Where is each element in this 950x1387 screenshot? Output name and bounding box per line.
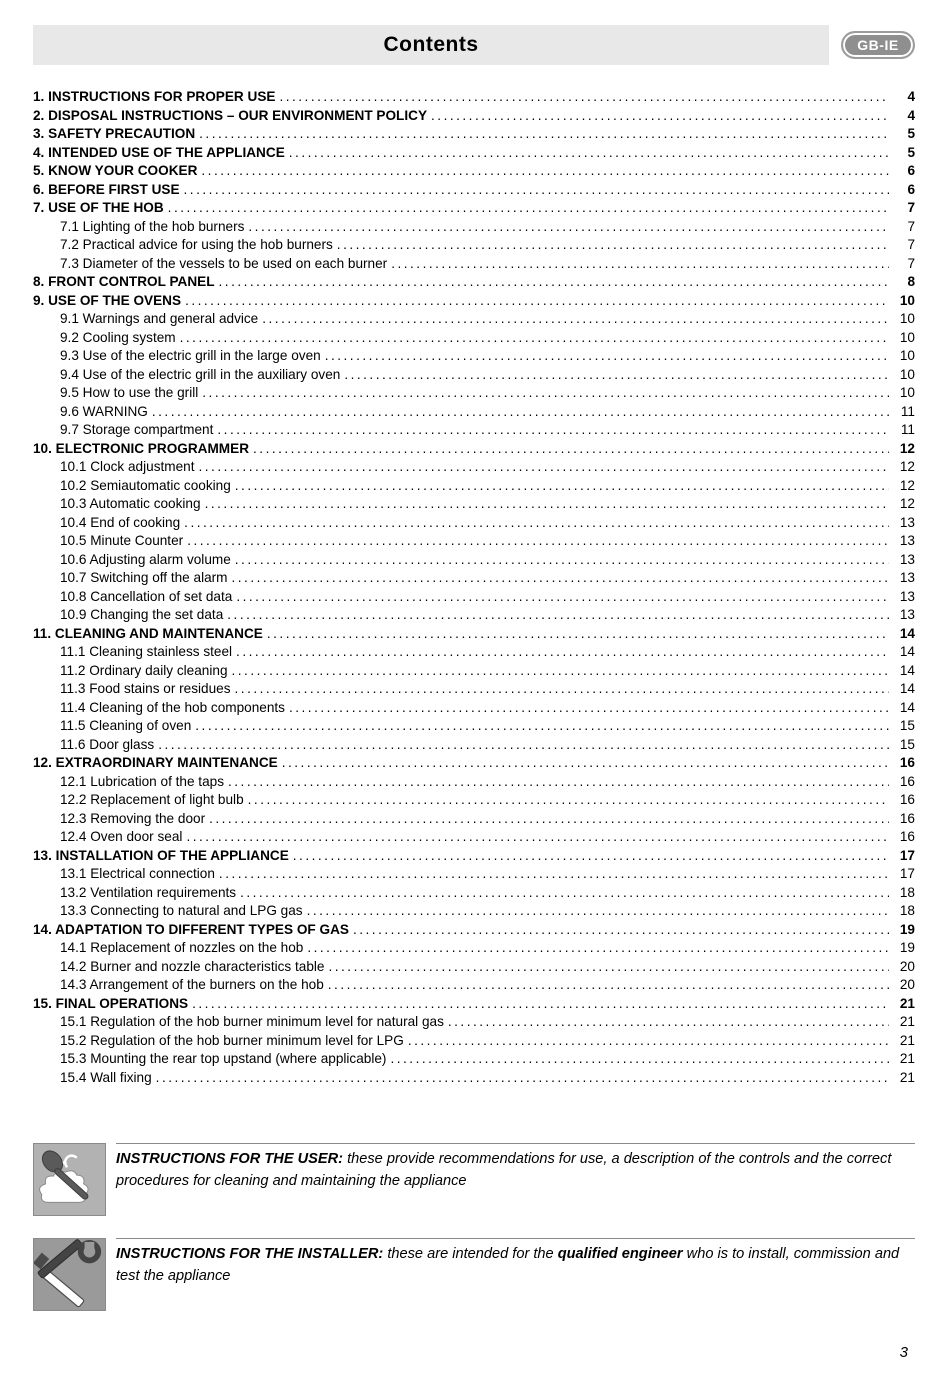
toc-entry-page: 12	[899, 459, 915, 474]
toc-dot-leader	[236, 643, 889, 662]
toc-entry-label: 9. USE OF THE OVENS	[33, 292, 182, 308]
toc-dot-leader	[248, 218, 889, 237]
toc-entry	[33, 347, 915, 366]
toc-dot-leader	[337, 236, 889, 255]
toc-entry-page: 7	[907, 255, 915, 271]
toc-entry	[33, 1013, 915, 1032]
toc-entry-label: 14.1 Replacement of nozzles on the hob	[60, 940, 304, 955]
toc-entry	[33, 662, 915, 681]
toc-dot-leader	[307, 939, 889, 958]
toc-entry-label: 15. FINAL OPERATIONS	[33, 995, 189, 1011]
toc-entry-label: 12.1 Lubrication of the taps	[60, 773, 224, 789]
toc-entry-page: 6	[907, 163, 915, 178]
toc-entry-label: 14. ADAPTATION TO DIFFERENT TYPES OF GAS	[33, 921, 349, 937]
toc-entry-page: 13	[899, 607, 915, 622]
toc-entry	[33, 458, 915, 477]
toc-dot-leader	[282, 754, 889, 773]
toc-entry-page: 10	[899, 366, 915, 382]
toc-entry-label: 15.4 Wall fixing	[60, 1069, 152, 1085]
toc-dot-leader	[180, 329, 889, 348]
toc-entry-page: 4	[907, 89, 915, 104]
toc-dot-leader	[217, 421, 889, 440]
toc-entry	[33, 440, 915, 459]
toc-entry	[33, 421, 915, 440]
toc-dot-leader	[325, 347, 889, 366]
toc-entry	[33, 625, 915, 644]
user-instructions-note	[33, 1143, 915, 1216]
toc-entry	[33, 532, 915, 551]
toc-entry-page: 21	[899, 1051, 915, 1066]
toc-dot-leader	[289, 144, 889, 163]
toc-entry-label: 13. INSTALLATION OF THE APPLIANCE	[33, 847, 289, 863]
toc-entry-page: 21	[899, 1014, 915, 1029]
toc-entry	[33, 680, 915, 699]
toc-entry-label: 2. DISPOSAL INSTRUCTIONS – OUR ENVIRONMENT POLICY	[33, 107, 428, 123]
toc-dot-leader	[199, 125, 889, 144]
tools-icon	[33, 1238, 106, 1311]
toc-dot-leader	[431, 107, 889, 126]
language-badge: GB-IE	[841, 31, 915, 59]
note-text-segment: INSTRUCTIONS FOR THE USER:	[116, 1151, 344, 1167]
toc-dot-leader	[448, 1013, 889, 1032]
page-title-bar	[33, 25, 829, 65]
note-text-segment: these provide recommendations for use, a description of the controls and the correct procedures for cleaning and maintaining the appliance	[116, 1151, 892, 1189]
toc-dot-leader	[184, 181, 889, 200]
toc-entry	[33, 791, 915, 810]
toc-entry-label: 10.8 Cancellation of set data	[60, 588, 233, 604]
toc-entry-page: 10	[899, 385, 915, 400]
toc-dot-leader	[186, 828, 889, 847]
toc-entry-page: 16	[899, 829, 915, 844]
toc-entry	[33, 273, 915, 292]
toc-entry-label: 10. ELECTRONIC PROGRAMMER	[33, 440, 250, 456]
toc-dot-leader	[219, 865, 889, 884]
toc-dot-leader	[168, 199, 889, 218]
toc-entry-label: 10.6 Adjusting alarm volume	[60, 551, 231, 567]
toc-dot-leader	[236, 588, 889, 607]
toc-dot-leader	[390, 1050, 889, 1069]
toc-entry-page: 11	[900, 422, 915, 437]
toc-entry-page: 12	[899, 477, 915, 493]
toc-entry	[33, 847, 915, 866]
toc-entry-label: 7.1 Lighting of the hob burners	[60, 218, 245, 234]
toc-dot-leader	[240, 884, 889, 903]
toc-dot-leader	[289, 699, 889, 718]
toc-entry-label: 14.2 Burner and nozzle characteristics table	[60, 958, 325, 974]
toc-dot-leader	[408, 1032, 889, 1051]
toc-entry-page: 7	[907, 218, 915, 234]
toc-dot-leader	[307, 902, 889, 921]
toc-entry-label: 9.2 Cooling system	[60, 329, 176, 345]
toc-entry	[33, 310, 915, 329]
toc-entry-label: 15.2 Regulation of the hob burner minimum level for LPG	[60, 1032, 404, 1048]
toc-entry	[33, 810, 915, 829]
toc-dot-leader	[328, 976, 889, 995]
toc-entry-label: 12.3 Removing the door	[60, 810, 206, 826]
toc-entry	[33, 366, 915, 385]
toc-dot-leader	[199, 458, 890, 477]
toc-dot-leader	[187, 532, 889, 551]
toc-entry	[33, 939, 915, 958]
toc-entry-label: 9.6 WARNING	[60, 403, 148, 419]
toc-entry-label: 7.3 Diameter of the vessels to be used on each burner	[60, 255, 388, 271]
toc-entry-page: 12	[899, 496, 915, 511]
toc-entry	[33, 477, 915, 496]
toc-entry-label: 5. KNOW YOUR COOKER	[33, 163, 198, 178]
note-text	[116, 1238, 915, 1287]
toc-entry-label: 15.3 Mounting the rear top upstand (where applicable)	[60, 1051, 387, 1066]
note-text	[116, 1143, 915, 1192]
toc-entry-page: 21	[899, 1069, 915, 1085]
toc-entry-label: 4. INTENDED USE OF THE APPLIANCE	[33, 144, 285, 160]
toc-entry	[33, 292, 915, 311]
toc-entry	[33, 255, 915, 274]
toc-entry	[33, 736, 915, 755]
toc-entry-page: 17	[899, 847, 915, 863]
toc-entry-label: 10.3 Automatic cooking	[60, 496, 201, 511]
toc-entry	[33, 754, 915, 773]
toc-entry-label: 11.5 Cleaning of oven	[60, 718, 192, 733]
toc-dot-leader	[152, 403, 889, 422]
toc-dot-leader	[235, 477, 889, 496]
toc-entry	[33, 144, 915, 163]
toc-entry-label: 10.7 Switching off the alarm	[60, 570, 228, 585]
toc-entry-page: 10	[899, 292, 915, 308]
toc-entry-page: 13	[899, 570, 915, 585]
toc-entry-page: 16	[899, 810, 915, 826]
toc-entry-label: 9.3 Use of the electric grill in the large oven	[60, 348, 321, 363]
toc-entry	[33, 162, 915, 181]
toc-entry	[33, 865, 915, 884]
toc-entry-label: 11.1 Cleaning stainless steel	[60, 644, 233, 659]
toc-entry-label: 12. EXTRAORDINARY MAINTENANCE	[33, 755, 278, 770]
toc-entry-page: 14	[899, 699, 915, 715]
toc-entry-page: 15	[899, 736, 915, 752]
toc-entry-page: 13	[899, 588, 915, 604]
toc-entry-label: 10.2 Semiautomatic cooking	[60, 477, 231, 493]
toc-entry	[33, 976, 915, 995]
toc-entry-label: 11.3 Food stains or residues	[60, 681, 231, 696]
toc-entry	[33, 828, 915, 847]
toc-entry-label: 13.2 Ventilation requirements	[60, 884, 237, 900]
toc-entry	[33, 403, 915, 422]
toc-dot-leader	[391, 255, 889, 274]
toc-entry-label: 14.3 Arrangement of the burners on the hob	[60, 977, 324, 992]
toc-entry-label: 9.5 How to use the grill	[60, 385, 199, 400]
page-number: 3	[899, 1344, 908, 1361]
toc-entry-page: 19	[899, 921, 915, 937]
toc-entry-page: 7	[907, 200, 915, 215]
toc-entry-page: 20	[899, 977, 915, 992]
toc-entry-label: 11.4 Cleaning of the hob components	[60, 699, 285, 715]
toc-entry	[33, 199, 915, 218]
toc-entry-page: 12	[899, 440, 915, 456]
toc-entry	[33, 1069, 915, 1088]
toc-entry-label: 6. BEFORE FIRST USE	[33, 181, 180, 197]
toc-dot-leader	[328, 958, 889, 977]
cooking-spoon-icon	[33, 1143, 106, 1216]
toc-entry-page: 11	[900, 403, 915, 419]
toc-dot-leader	[184, 514, 889, 533]
toc-entry-page: 16	[899, 792, 915, 807]
installer-instructions-note	[33, 1238, 915, 1311]
toc-entry-label: 13.1 Electrical connection	[60, 866, 215, 881]
toc-entry	[33, 884, 915, 903]
toc-entry-page: 4	[907, 107, 915, 123]
toc-dot-leader	[205, 495, 889, 514]
toc-dot-leader	[262, 310, 889, 329]
toc-entry-page: 7	[907, 237, 915, 252]
toc-entry	[33, 236, 915, 255]
toc-entry	[33, 569, 915, 588]
toc-dot-leader	[293, 847, 889, 866]
toc-dot-leader	[248, 791, 889, 810]
toc-entry	[33, 384, 915, 403]
toc-entry-label: 10.1 Clock adjustment	[60, 459, 195, 474]
toc-entry-label: 13.3 Connecting to natural and LPG gas	[60, 903, 303, 918]
toc-entry	[33, 995, 915, 1014]
toc-entry-label: 9.4 Use of the electric grill in the auxiliary oven	[60, 366, 341, 382]
header	[33, 25, 915, 65]
toc-dot-leader	[219, 273, 889, 292]
toc-dot-leader	[185, 292, 889, 311]
toc-entry-page: 18	[899, 884, 915, 900]
toc-entry-page: 5	[907, 126, 915, 141]
toc-entry-page: 6	[907, 181, 915, 197]
toc-entry-page: 14	[899, 662, 915, 678]
toc-entry-page: 19	[899, 940, 915, 955]
toc-dot-leader	[267, 625, 889, 644]
toc-entry	[33, 643, 915, 662]
toc-entry-page: 10	[899, 329, 915, 345]
toc-entry-page: 16	[899, 755, 915, 770]
toc-entry-page: 14	[899, 644, 915, 659]
toc-dot-leader	[235, 680, 889, 699]
toc-entry	[33, 181, 915, 200]
note-text-segment: INSTRUCTIONS FOR THE INSTALLER:	[116, 1246, 384, 1262]
toc-dot-leader	[202, 384, 889, 403]
toc-entry-page: 15	[899, 718, 915, 733]
toc-entry	[33, 218, 915, 237]
notes-section	[33, 1143, 915, 1311]
toc-dot-leader	[209, 810, 889, 829]
toc-entry	[33, 958, 915, 977]
toc-dot-leader	[235, 551, 889, 570]
toc-entry-label: 7.2 Practical advice for using the hob burners	[60, 237, 333, 252]
toc-entry-page: 14	[899, 625, 915, 641]
toc-entry-page: 14	[899, 681, 915, 696]
toc-entry	[33, 125, 915, 144]
toc-entry	[33, 495, 915, 514]
toc-entry-label: 3. SAFETY PRECAUTION	[33, 126, 196, 141]
page-title: Contents	[383, 33, 479, 56]
toc-entry-label: 12.4 Oven door seal	[60, 829, 183, 844]
note-text-segment: who is to install, commission and test the appliance	[116, 1246, 900, 1284]
toc-entry	[33, 921, 915, 940]
toc-entry	[33, 329, 915, 348]
toc-entry	[33, 551, 915, 570]
toc-entry-page: 20	[899, 958, 915, 974]
toc-entry-label: 12.2 Replacement of light bulb	[60, 792, 244, 807]
toc-dot-leader	[232, 569, 890, 588]
toc-entry	[33, 514, 915, 533]
toc-entry-page: 8	[907, 274, 915, 289]
toc-entry	[33, 107, 915, 126]
toc-entry	[33, 717, 915, 736]
toc-dot-leader	[228, 773, 889, 792]
toc-entry-label: 9.7 Storage compartment	[60, 422, 214, 437]
toc-entry-label: 11.6 Door glass	[60, 736, 155, 752]
toc-entry	[33, 1032, 915, 1051]
toc-dot-leader	[353, 921, 889, 940]
toc-dot-leader	[253, 440, 889, 459]
toc-entry	[33, 588, 915, 607]
toc-entry-page: 21	[899, 995, 915, 1011]
table-of-contents	[33, 88, 915, 1087]
toc-entry-label: 11. CLEANING AND MAINTENANCE	[33, 625, 263, 641]
toc-entry-label: 10.4 End of cooking	[60, 514, 181, 530]
toc-entry-label: 7. USE OF THE HOB	[33, 200, 164, 215]
toc-entry-page: 10	[899, 311, 915, 326]
toc-entry-page: 10	[899, 348, 915, 363]
toc-entry-page: 17	[899, 866, 915, 881]
toc-dot-leader	[227, 606, 889, 625]
toc-dot-leader	[279, 88, 889, 107]
toc-dot-leader	[158, 736, 889, 755]
toc-entry-page: 13	[899, 514, 915, 530]
toc-entry-label: 9.1 Warnings and general advice	[60, 311, 259, 326]
toc-entry-page: 5	[907, 144, 915, 160]
note-text-segment: qualified engineer	[557, 1246, 683, 1262]
note-text-segment: these are intended for the	[383, 1246, 558, 1262]
toc-entry	[33, 773, 915, 792]
toc-dot-leader	[195, 717, 889, 736]
toc-dot-leader	[192, 995, 889, 1014]
toc-dot-leader	[201, 162, 889, 181]
toc-entry-label: 1. INSTRUCTIONS FOR PROPER USE	[33, 89, 276, 104]
toc-entry	[33, 1050, 915, 1069]
toc-entry-label: 10.5 Minute Counter	[60, 533, 184, 548]
toc-dot-leader	[344, 366, 889, 385]
toc-entry	[33, 902, 915, 921]
toc-entry-page: 16	[899, 773, 915, 789]
toc-entry-label: 11.2 Ordinary daily cleaning	[60, 662, 228, 678]
toc-entry-label: 8. FRONT CONTROL PANEL	[33, 274, 215, 289]
toc-entry-page: 13	[899, 551, 915, 567]
toc-entry-page: 13	[899, 533, 915, 548]
toc-dot-leader	[232, 662, 890, 681]
toc-entry	[33, 606, 915, 625]
toc-entry-label: 10.9 Changing the set data	[60, 607, 224, 622]
toc-entry	[33, 699, 915, 718]
toc-dot-leader	[156, 1069, 889, 1088]
toc-entry-page: 21	[899, 1032, 915, 1048]
toc-entry	[33, 88, 915, 107]
toc-entry-label: 15.1 Regulation of the hob burner minimum level for natural gas	[60, 1014, 444, 1029]
toc-entry-page: 18	[899, 903, 915, 918]
